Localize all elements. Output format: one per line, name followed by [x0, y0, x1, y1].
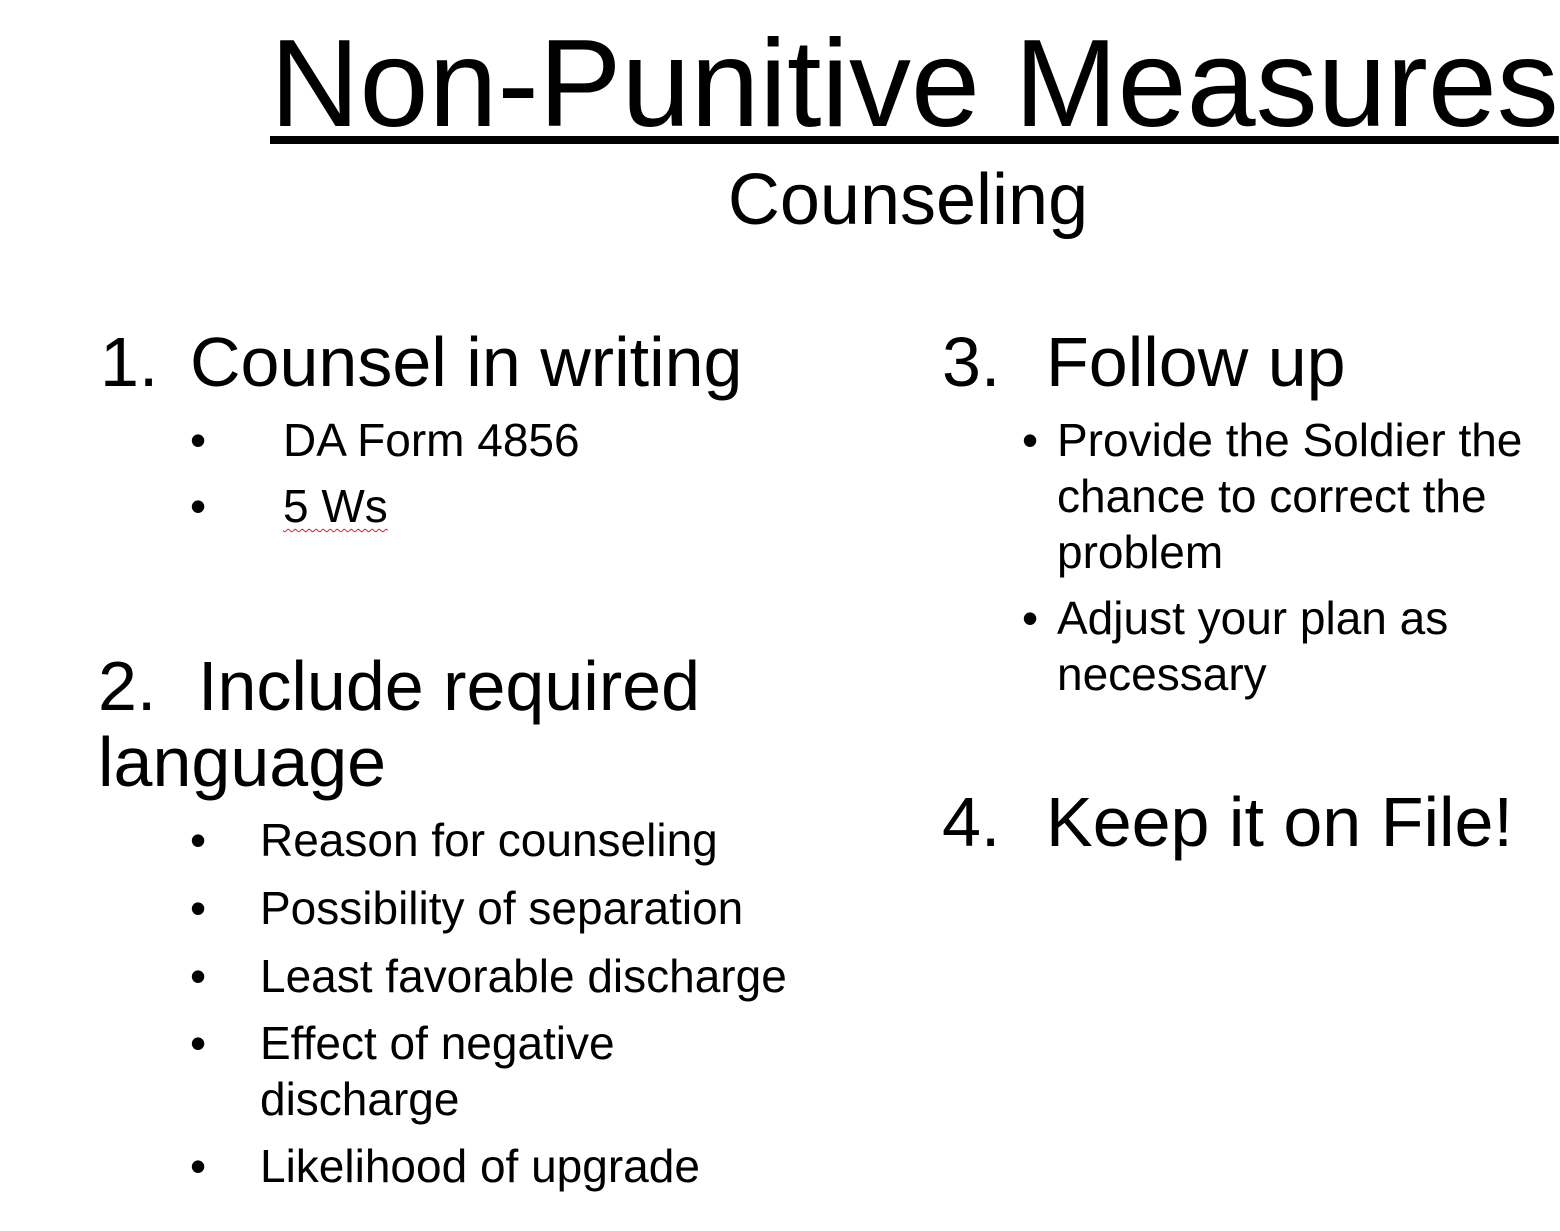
bullet-icon: • [1022, 414, 1039, 466]
section-4-number: 4. [942, 783, 1001, 861]
list-item [1022, 590, 1560, 702]
section-1-title: Counsel in writing [190, 323, 743, 401]
section-2-title-line2: language [98, 723, 387, 801]
list-item-text: Effect of negative [260, 1017, 615, 1069]
section-2-number: 2. [98, 647, 157, 725]
section-2-heading-cont [98, 724, 386, 800]
section-1-heading [100, 324, 742, 400]
bullet-icon: • [1022, 592, 1039, 644]
list-item [190, 880, 890, 936]
bullet-icon: • [190, 950, 207, 1002]
list-item-text: Reason for counseling [260, 814, 718, 866]
list-item [190, 948, 890, 1004]
slide-subtitle: Counseling [727, 160, 1089, 240]
list-item [190, 412, 790, 468]
list-item-text-cont: problem [1057, 526, 1224, 578]
list-item [190, 812, 890, 868]
section-2-heading [98, 648, 700, 724]
bullet-icon: • [190, 1140, 207, 1192]
list-item [1022, 412, 1560, 580]
list-item-text: 5 Ws [283, 480, 388, 532]
section-4-title: Keep it on File! [1046, 783, 1513, 861]
bullet-icon: • [190, 414, 207, 466]
list-item-text: Least favorable discharge [260, 950, 787, 1002]
section-2-title-line1: Include required [198, 647, 700, 725]
list-item-text: Likelihood of upgrade [260, 1140, 700, 1192]
bullet-icon: • [190, 814, 207, 866]
list-item-text: Provide the Soldier the [1057, 414, 1523, 466]
list-item [190, 478, 790, 534]
section-1-number: 1. [100, 323, 159, 401]
section-4-heading [942, 784, 1513, 860]
slide-title: Non-Punitive Measures [270, 15, 1559, 153]
list-item-text: DA Form 4856 [283, 414, 580, 466]
bullet-icon: • [190, 882, 207, 934]
list-item [190, 1138, 890, 1194]
list-item [190, 1015, 890, 1127]
bullet-icon: • [190, 480, 207, 532]
list-item-text: Adjust your plan as [1057, 592, 1449, 644]
list-item-text: Possibility of separation [260, 882, 744, 934]
list-item-text-cont: chance to correct the [1057, 470, 1487, 522]
list-item-text-cont: necessary [1057, 648, 1267, 700]
bullet-icon: • [190, 1017, 207, 1069]
list-item-text-cont: discharge [260, 1073, 460, 1125]
section-3-heading [942, 324, 1346, 400]
section-3-title: Follow up [1046, 323, 1346, 401]
section-3-number: 3. [942, 323, 1001, 401]
